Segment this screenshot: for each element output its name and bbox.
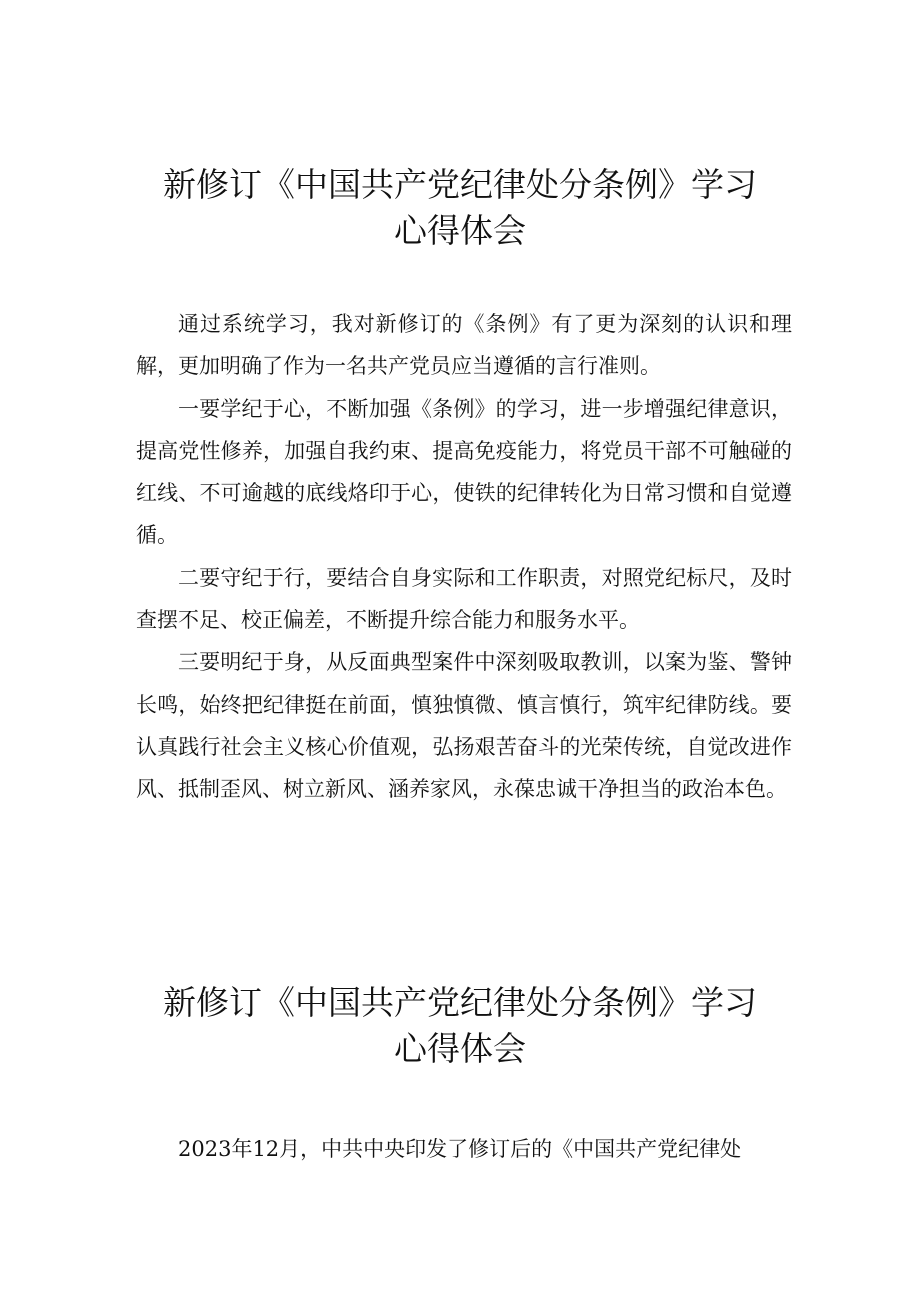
article-1-paragraph-learn: 一要学纪于心，不断加强《条例》的学习，进一步增强纪律意识，提高党性修养，加强自我约束、提高免疫能力，将党员干部不可触碰的红线、不可逾越的底线烙印于心，使铁的纪律转化为日常习惯和自觉遵循。	[136, 396, 792, 548]
article-1-title-line-1: 新修订《中国共产党纪律处分条例》学习	[163, 165, 757, 204]
article-2-paragraph-intro: 2023年12月，中共中央印发了修订后的《中国共产党纪律处	[178, 1137, 742, 1161]
article-1-paragraph-keep: 二要守纪于行，要结合自身实际和工作职责，对照党纪标尺，及时查摆不足、校正偏差，不断提升综合能力和服务水平。	[136, 565, 792, 633]
article-2-title	[0, 980, 920, 1072]
article-1-body	[136, 303, 792, 811]
article-1-title-line-2: 心得体会	[394, 211, 526, 250]
article-2-body	[136, 1128, 792, 1170]
article-2-title-line-1: 新修订《中国共产党纪律处分条例》学习	[163, 983, 757, 1022]
article-1-paragraph-intro: 通过系统学习，我对新修订的《条例》有了更为深刻的认识和理解，更加明确了作为一名共产党员应当遵循的言行准则。	[136, 312, 792, 379]
article-2-title-line-2: 心得体会	[394, 1029, 526, 1068]
article-1-paragraph-understand: 三要明纪于身，从反面典型案件中深刻吸取教训，以案为鉴、警钟长鸣，始终把纪律挺在前面，慎独慎微、慎言慎行，筑牢纪律防线。要认真践行社会主义核心价值观，弘扬艰苦奋斗的光荣传统，自觉改进作风、抵制歪风、树立新风、涵养家风，永葆忠诚干净担当的政治本色。	[136, 650, 792, 802]
article-1-title	[0, 162, 920, 254]
